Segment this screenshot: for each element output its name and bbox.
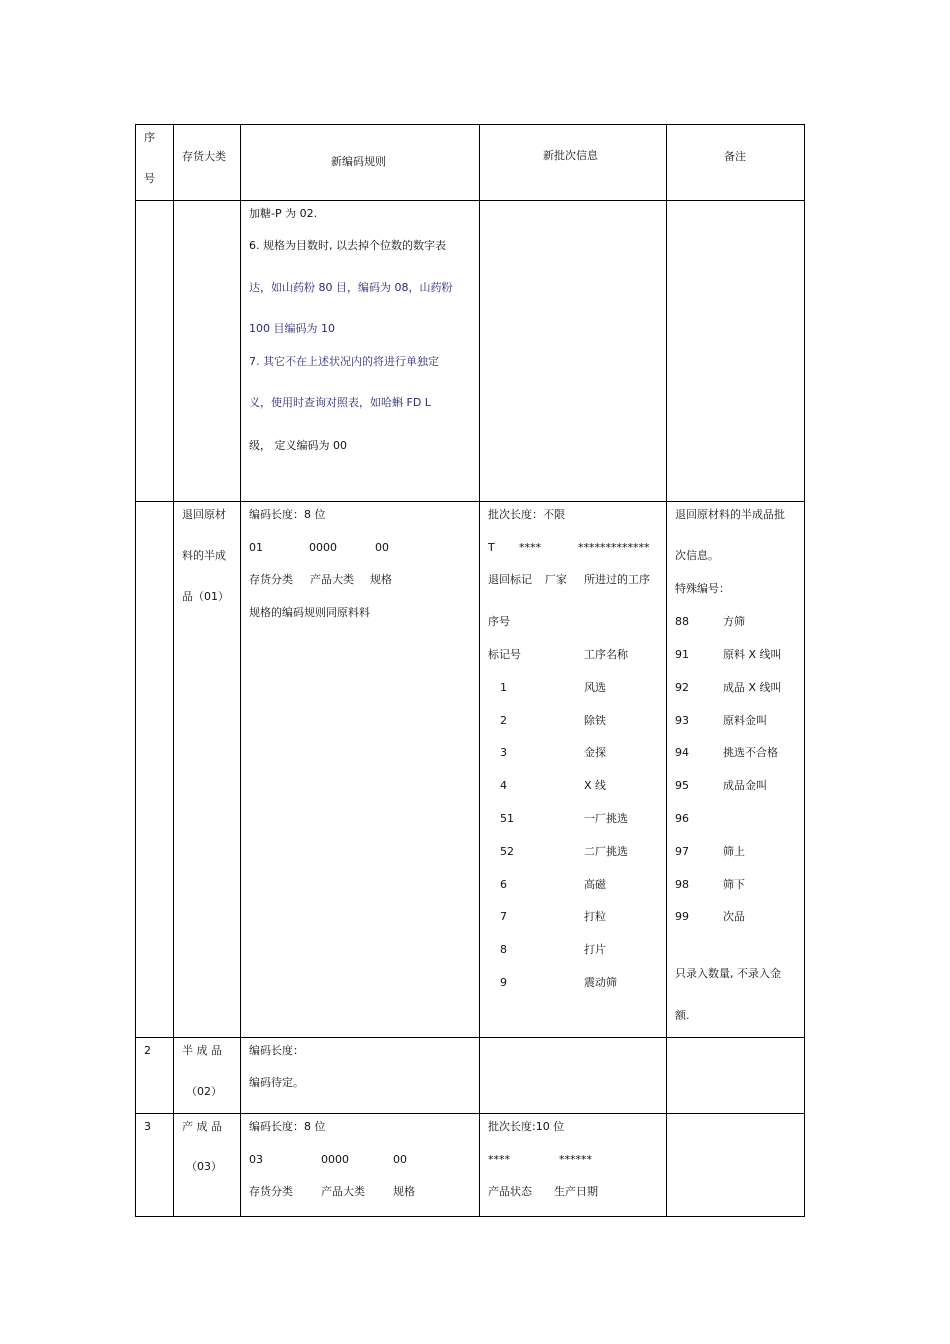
category-line: 产 成 品 (182, 1120, 222, 1133)
special-name: 原料金叫 (723, 714, 767, 727)
rule-line: 加糖-P 为 02. (249, 207, 318, 220)
category-line: （03） (186, 1160, 222, 1173)
rule-code: 0000 (321, 1153, 349, 1166)
special-no: 95 (675, 779, 689, 792)
special-no: 93 (675, 714, 689, 727)
process-name: 风选 (584, 681, 606, 694)
special-no: 99 (675, 910, 689, 923)
row-seq: 2 (144, 1044, 151, 1057)
category-line: 品（01） (182, 590, 229, 603)
rule-line: 6. 规格为目数时, 以去掉个位数的数字表 (249, 239, 446, 252)
process-col-header: 工序名称 (584, 648, 628, 661)
rule-note: 编码待定。 (249, 1076, 304, 1089)
category-line: （02） (186, 1085, 222, 1098)
category-line: 退回原材 (182, 508, 226, 521)
rule-code-label: 存货分类 (249, 1185, 293, 1198)
rule-line: 义，使用时查询对照表，如哈蝌 FD L (249, 396, 431, 409)
table-border-bottom (135, 1216, 805, 1217)
special-no: 97 (675, 845, 689, 858)
process-col-header: 标记号 (488, 648, 521, 661)
process-no: 2 (500, 714, 507, 727)
special-name: 次品 (723, 910, 745, 923)
special-no: 91 (675, 648, 689, 661)
special-no: 94 (675, 746, 689, 759)
remark-line: 退回原材料的半成品批 (675, 508, 785, 521)
process-name: 高磁 (584, 878, 606, 891)
col-divider (173, 124, 174, 1217)
special-name: 成品金叫 (723, 779, 767, 792)
remark-footnote: 额. (675, 1009, 690, 1022)
process-name: X 线 (584, 779, 607, 792)
process-no: 52 (500, 845, 514, 858)
col-divider (479, 124, 480, 1217)
category-line: 半 成 品 (182, 1044, 222, 1057)
process-name: 震动筛 (584, 976, 617, 989)
rule-code: 00 (375, 541, 389, 554)
remark-footnote: 只录入数量, 不录入金 (675, 967, 781, 980)
rule-code-label: 产品大类 (310, 573, 354, 586)
process-no: 4 (500, 779, 507, 792)
special-name: 方筛 (723, 615, 745, 628)
remark-line: 次信息。 (675, 549, 719, 562)
rule-code: 01 (249, 541, 263, 554)
batch-mark-label: 所进过的工序 (584, 573, 650, 586)
process-name: 打片 (584, 943, 606, 956)
process-name: 除铁 (584, 714, 606, 727)
row-divider (135, 501, 805, 502)
process-name: 打粒 (584, 910, 606, 923)
header-remark: 备注 (724, 150, 746, 163)
table-border-top (135, 124, 805, 125)
remark-special: 特殊编号： (675, 582, 730, 595)
rule-length: 编码长度：8 位 (249, 508, 326, 521)
process-no: 7 (500, 910, 507, 923)
process-name: 二厂挑选 (584, 845, 628, 858)
process-no: 9 (500, 976, 507, 989)
special-name: 筛下 (723, 878, 745, 891)
process-no: 6 (500, 878, 507, 891)
special-name: 原料 X 线叫 (723, 648, 782, 661)
table-border-left (135, 124, 136, 1217)
rule-code: 00 (393, 1153, 407, 1166)
rule-code-label: 规格 (393, 1185, 415, 1198)
header-rule: 新编码规则 (331, 155, 386, 168)
process-no: 8 (500, 943, 507, 956)
batch-length: 批次长度:10 位 (488, 1120, 565, 1133)
rule-length: 编码长度： (249, 1044, 304, 1057)
process-name: 金探 (584, 746, 606, 759)
batch-mark: T (488, 541, 495, 554)
row-divider (135, 200, 805, 201)
batch-mark-label: 产品状态 (488, 1185, 532, 1198)
category-line: 料的半成 (182, 549, 226, 562)
rule-line: 级， 定义编码为 00 (249, 439, 347, 452)
batch-mark: ************* (578, 541, 650, 554)
batch-mark: **** (519, 541, 541, 554)
batch-mark-label: 退回标记 (488, 573, 532, 586)
batch-mark: **** (488, 1153, 510, 1166)
inventory-code-table (135, 124, 805, 1217)
rule-code: 03 (249, 1153, 263, 1166)
process-no: 1 (500, 681, 507, 694)
row-seq: 3 (144, 1120, 151, 1133)
rule-line: 达，如山药粉 80 目，编码为 08，山药粉 (249, 281, 453, 294)
special-no: 96 (675, 812, 689, 825)
batch-seq-label: 序号 (488, 615, 510, 628)
batch-mark-label: 厂家 (545, 573, 567, 586)
special-no: 92 (675, 681, 689, 694)
row-divider (135, 1037, 805, 1038)
special-name: 成品 X 线叫 (723, 681, 782, 694)
header-batch: 新批次信息 (543, 149, 598, 162)
table-border-right (804, 124, 805, 1217)
header-seq-2: 号 (144, 172, 155, 185)
rule-code: 0000 (309, 541, 337, 554)
special-no: 98 (675, 878, 689, 891)
batch-mark: ****** (559, 1153, 592, 1166)
batch-mark-label: 生产日期 (554, 1185, 598, 1198)
process-no: 3 (500, 746, 507, 759)
rule-code-label: 规格 (370, 573, 392, 586)
special-name: 挑选不合格 (723, 746, 778, 759)
rule-code-label: 存货分类 (249, 573, 293, 586)
batch-length: 批次长度：不限 (488, 508, 565, 521)
rule-note: 规格的编码规则同原料料 (249, 606, 370, 619)
rule-code-label: 产品大类 (321, 1185, 365, 1198)
process-no: 51 (500, 812, 514, 825)
row-divider (135, 1113, 805, 1114)
rule-length: 编码长度：8 位 (249, 1120, 326, 1133)
col-divider (666, 124, 667, 1217)
header-seq-1: 序 (144, 131, 155, 144)
rule-line: 7. 其它不在上述状况内的将进行单独定 (249, 355, 439, 368)
special-no: 88 (675, 615, 689, 628)
rule-line: 100 目编码为 10 (249, 322, 335, 335)
header-category: 存货大类 (182, 150, 226, 163)
col-divider (240, 124, 241, 1217)
process-name: 一厂挑选 (584, 812, 628, 825)
special-name: 筛上 (723, 845, 745, 858)
